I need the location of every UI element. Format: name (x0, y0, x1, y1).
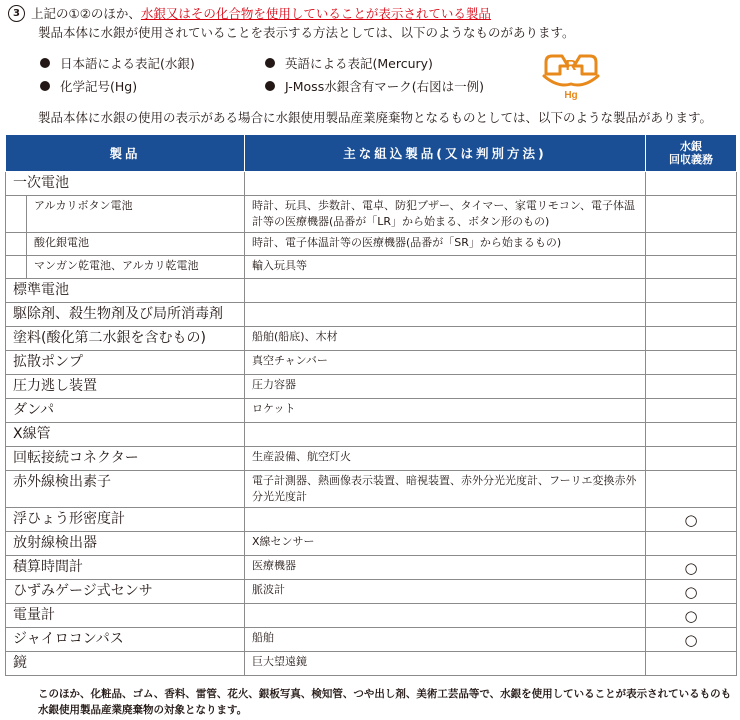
header-recovery-line1: 水銀 (680, 140, 702, 153)
recovery-obligation (646, 375, 737, 399)
product-use: 真空チャンバー (245, 351, 646, 375)
recovery-obligation (646, 196, 737, 233)
recovery-obligation: ○ (646, 604, 737, 628)
bullet-icon (265, 81, 275, 91)
recovery-obligation (646, 447, 737, 471)
table-row (6, 556, 737, 580)
product-use (245, 279, 646, 303)
recovery-obligation: ○ (646, 580, 737, 604)
table-row (6, 399, 737, 423)
recovery-obligation: ○ (646, 508, 737, 532)
product-use (245, 604, 646, 628)
product-use: 巨大望遠鏡 (245, 652, 646, 676)
product-name: 積算時間計 (6, 556, 245, 580)
table-row (6, 351, 737, 375)
heading-prefix: 上記の①②のほか、 (31, 6, 141, 21)
product-use: 時計、電子体温計等の医療機器(品番が「SR」から始まるもの) (245, 233, 646, 256)
recovery-obligation (646, 423, 737, 447)
table-row (6, 172, 737, 196)
product-use (245, 508, 646, 532)
label-method-text: J-Moss水銀含有マーク(右図は一例) (285, 79, 484, 94)
label-method-text: 化学記号(Hg) (60, 79, 138, 94)
product-name: 放射線検出器 (6, 532, 245, 556)
recovery-obligation (646, 327, 737, 351)
bullet-icon (40, 58, 50, 68)
label-method-text: 英語による表記(Mercury) (285, 56, 433, 71)
table-row (6, 279, 737, 303)
table-row (6, 196, 737, 233)
product-name: 拡散ポンプ (6, 351, 245, 375)
mercury-products-table (5, 134, 737, 676)
recovery-obligation (646, 233, 737, 256)
product-use: 脈波計 (245, 580, 646, 604)
product-name: 浮ひょう形密度計 (6, 508, 245, 532)
product-use: X線センサー (245, 532, 646, 556)
recovery-obligation: ○ (646, 556, 737, 580)
table-row (6, 423, 737, 447)
product-name: ジャイロコンパス (6, 628, 245, 652)
product-name: マンガン乾電池、アルカリ乾電池 (6, 256, 245, 279)
product-name: 圧力逃し装置 (6, 375, 245, 399)
table-row (6, 303, 737, 327)
recovery-obligation (646, 279, 737, 303)
label-method-text: 日本語による表記(水銀) (60, 56, 195, 71)
product-name: X線管 (6, 423, 245, 447)
products-note: 製品本体に水銀の使用の表示がある場合に水銀使用製品産業廃棄物となるものとしては、以下のような製品があります。 (38, 110, 713, 125)
recovery-obligation (646, 471, 737, 508)
recovery-obligation (646, 303, 737, 327)
recovery-obligation (646, 172, 737, 196)
header-recovery-line2: 回収義務 (669, 153, 713, 166)
jmoss-mercury-mark-icon (540, 44, 602, 100)
table-row (6, 628, 737, 652)
product-use: 圧力容器 (245, 375, 646, 399)
mark-symbol: Hg (564, 90, 578, 100)
header-use: 主な組込製品(又は判別方法) (245, 135, 646, 172)
product-use: 輸入玩具等 (245, 256, 646, 279)
product-name: ひずみゲージ式センサ (6, 580, 245, 604)
table-row (6, 256, 737, 279)
table-row (6, 604, 737, 628)
product-use: 船舶 (245, 628, 646, 652)
label-method-item (40, 54, 195, 72)
product-use: 医療機器 (245, 556, 646, 580)
heading-highlight: 水銀又はその化合物を使用していることが表示されている製品 (140, 6, 491, 21)
table-row (6, 580, 737, 604)
table-row (6, 327, 737, 351)
recovery-obligation (646, 652, 737, 676)
section-number: 3 (8, 5, 25, 22)
footer-note: このほか、化粧品、ゴム、香料、雷管、花火、銀板写真、検知管、つや出し剤、美術工芸品等で、水銀を使用していることが表示されているものも水銀使用製品産業廃棄物の対象となります。 (38, 688, 732, 716)
recovery-obligation (646, 532, 737, 556)
product-use (245, 172, 646, 196)
header-recovery (646, 135, 737, 172)
section-heading (8, 4, 491, 22)
table-row (6, 532, 737, 556)
product-name: 赤外線検出素子 (6, 471, 245, 508)
table-row (6, 508, 737, 532)
table-row (6, 233, 737, 256)
product-use: ロケット (245, 399, 646, 423)
product-use: 船舶(船底)、木材 (245, 327, 646, 351)
recovery-obligation: ○ (646, 628, 737, 652)
table-row (6, 375, 737, 399)
intro-text: 製品本体に水銀が使用されていることを表示する方法としては、以下のようなものがあります。 (38, 25, 575, 40)
product-name: 駆除剤、殺生物剤及び局所消毒剤 (6, 303, 245, 327)
product-name: アルカリボタン電池 (6, 196, 245, 233)
label-method-item (265, 77, 484, 95)
product-name: 酸化銀電池 (6, 233, 245, 256)
label-method-item (40, 77, 137, 95)
product-name: 標準電池 (6, 279, 245, 303)
recovery-obligation (646, 351, 737, 375)
header-product: 製品 (6, 135, 245, 172)
mark-letter: R (565, 57, 577, 74)
product-use: 時計、玩具、歩数計、電卓、防犯ブザー、タイマー、家電リモコン、電子体温計等の医療機器(品番が「LR」から始まる、ボタン形のもの) (245, 196, 646, 233)
recovery-obligation (646, 399, 737, 423)
bullet-icon (40, 81, 50, 91)
product-name: 一次電池 (6, 172, 245, 196)
product-use (245, 303, 646, 327)
table-row (6, 471, 737, 508)
product-name: 塗料(酸化第二水銀を含むもの) (6, 327, 245, 351)
recovery-obligation (646, 256, 737, 279)
bullet-icon (265, 58, 275, 68)
product-use: 電子計測器、熱画像表示装置、暗視装置、赤外分光光度計、フーリエ変換赤外分光光度計 (245, 471, 646, 508)
table-header-row (6, 135, 737, 172)
table-row (6, 447, 737, 471)
product-name: ダンパ (6, 399, 245, 423)
product-name: 電量計 (6, 604, 245, 628)
product-name: 鏡 (6, 652, 245, 676)
table-row (6, 652, 737, 676)
label-method-item (265, 54, 433, 72)
product-use (245, 423, 646, 447)
product-name: 回転接続コネクター (6, 447, 245, 471)
product-use: 生産設備、航空灯火 (245, 447, 646, 471)
